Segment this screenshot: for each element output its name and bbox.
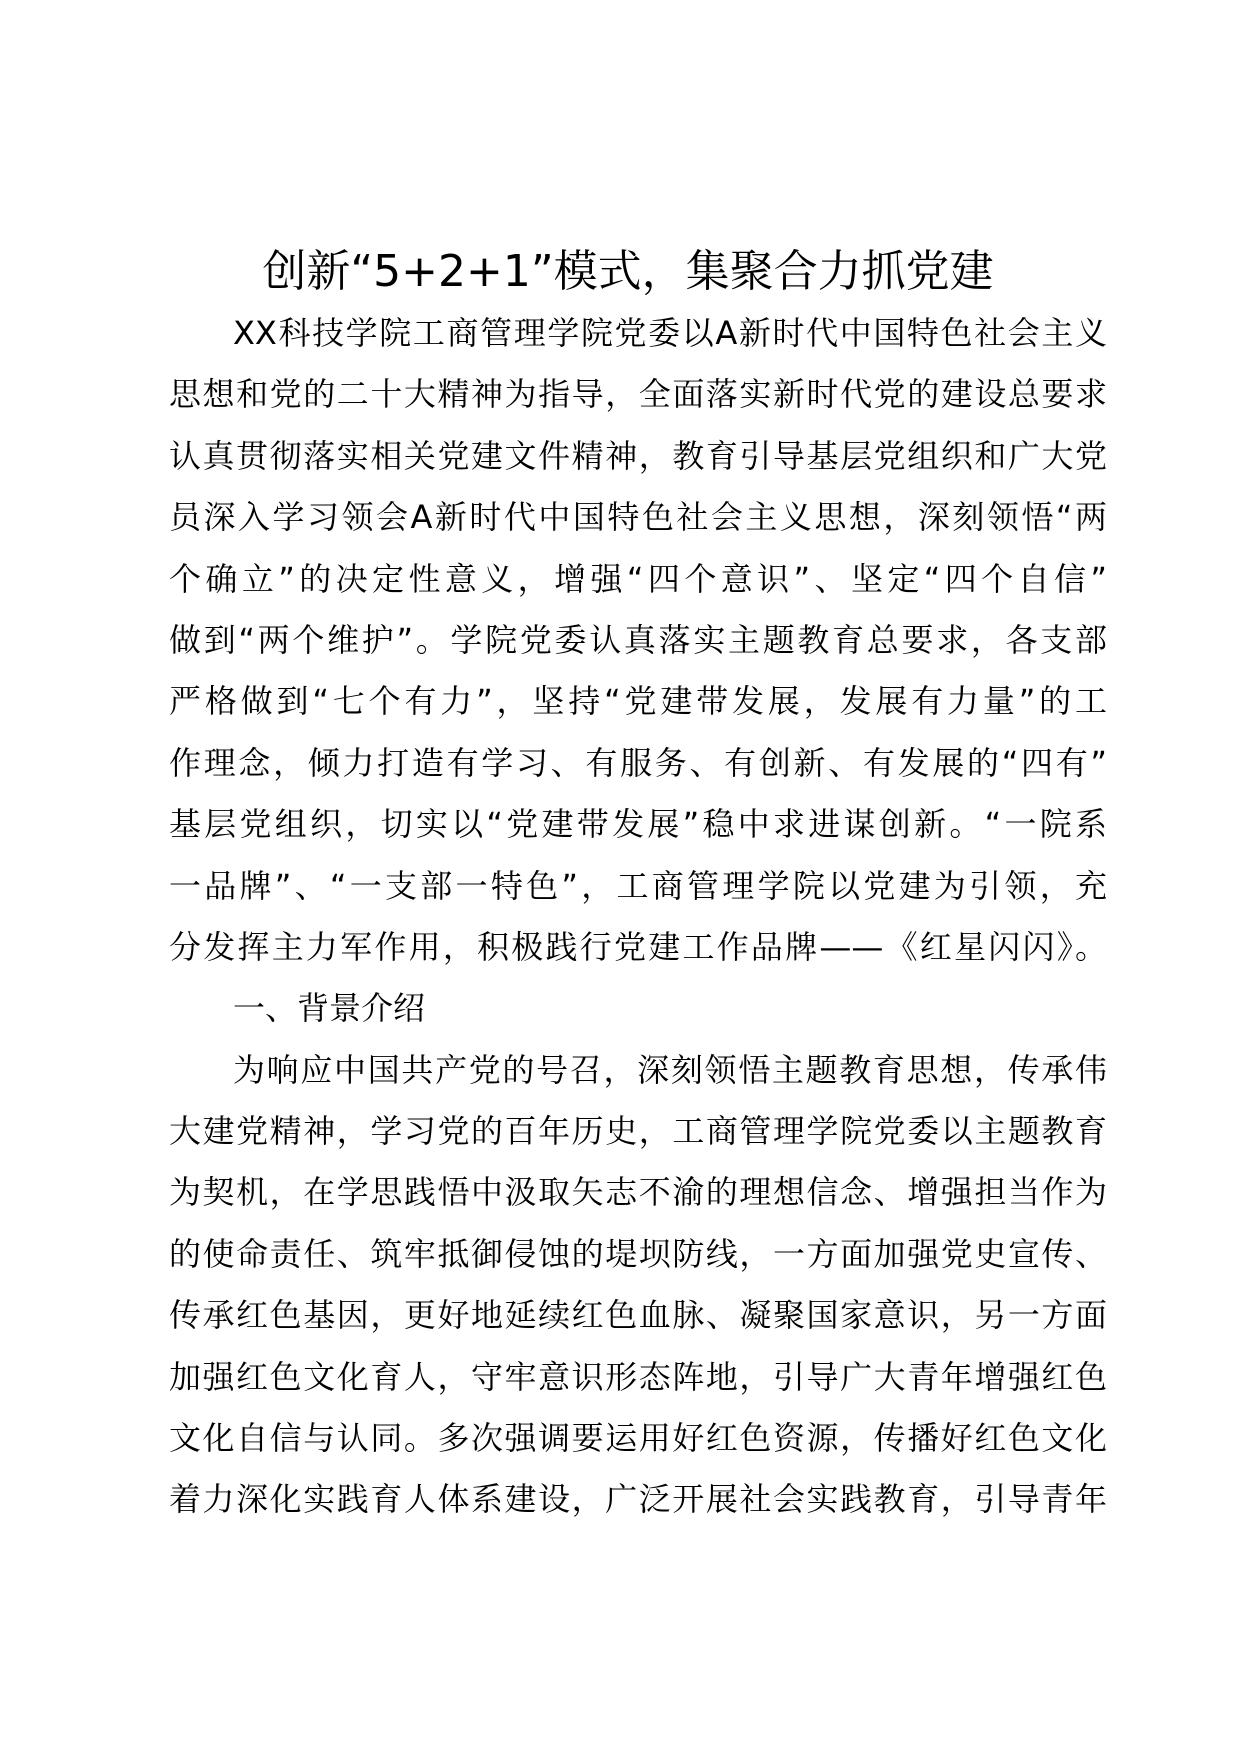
paragraph-line: 作理念，倾力打造有学习、有服务、有创新、有发展的“四有” [169, 743, 1107, 782]
paragraph-line: 大建党精神，学习党的百年历史，工商管理学院党委以主题教育 [169, 1112, 1107, 1151]
paragraph-line: 认真贯彻落实相关党建文件精神，教育引导基层党组织和广大党 [169, 436, 1107, 475]
paragraph-line: 分发挥主力军作用，积极践行党建工作品牌——《红星闪闪》。 [169, 927, 1107, 966]
paragraph-line: 严格做到“七个有力”，坚持“党建带发展，发展有力量”的工 [169, 682, 1107, 721]
document-body [169, 303, 1107, 1531]
paragraph-line: 文化自信与认同。多次强调要运用好红色资源，传播好红色文化 [169, 1419, 1107, 1458]
paragraph-line: 着力深化实践育人体系建设，广泛开展社会实践教育，引导青年 [169, 1480, 1107, 1519]
paragraph-line: 员深入学习领会A新时代中国特色社会主义思想，深刻领悟“两 [169, 498, 1107, 537]
paragraph-line: 传承红色基因，更好地延续红色血脉、凝聚国家意识，另一方面 [169, 1296, 1107, 1335]
section-paragraph [169, 1040, 1107, 1531]
paragraph-line: XX科技学院工商管理学院党委以A新时代中国特色社会主义 [233, 314, 1107, 352]
section-heading: 一、背景介绍 [233, 989, 426, 1028]
paragraph-line: 基层党组织，切实以“党建带发展”稳中求进谋创新。“一院系 [169, 805, 1107, 844]
paragraph-line: 做到“两个维护”。学院党委认真落实主题教育总要求，各支部 [169, 620, 1107, 659]
document-title: 创新“5+2+1”模式，集聚合力抓党建 [262, 246, 994, 297]
paragraph-line: 个确立”的决定性意义，增强“四个意识”、坚定“四个自信” [169, 559, 1107, 598]
intro-paragraph [169, 303, 1107, 978]
paragraph-line: 思想和党的二十大精神为指导，全面落实新时代党的建设总要求 [169, 375, 1107, 414]
paragraph-line: 加强红色文化育人，守牢意识形态阵地，引导广大青年增强红色 [169, 1357, 1107, 1396]
paragraph-line: 一品牌”、“一支部一特色”，工商管理学院以党建为引领，充 [169, 866, 1107, 905]
paragraph-line: 的使命责任、筑牢抵御侵蚀的堤坝防线，一方面加强党史宣传、 [169, 1234, 1107, 1273]
paragraph-line: 为契机，在学思践悟中汲取矢志不渝的理想信念、增强担当作为 [169, 1173, 1107, 1212]
paragraph-line: 为响应中国共产党的号召，深刻领悟主题教育思想，传承伟 [233, 1050, 1107, 1089]
